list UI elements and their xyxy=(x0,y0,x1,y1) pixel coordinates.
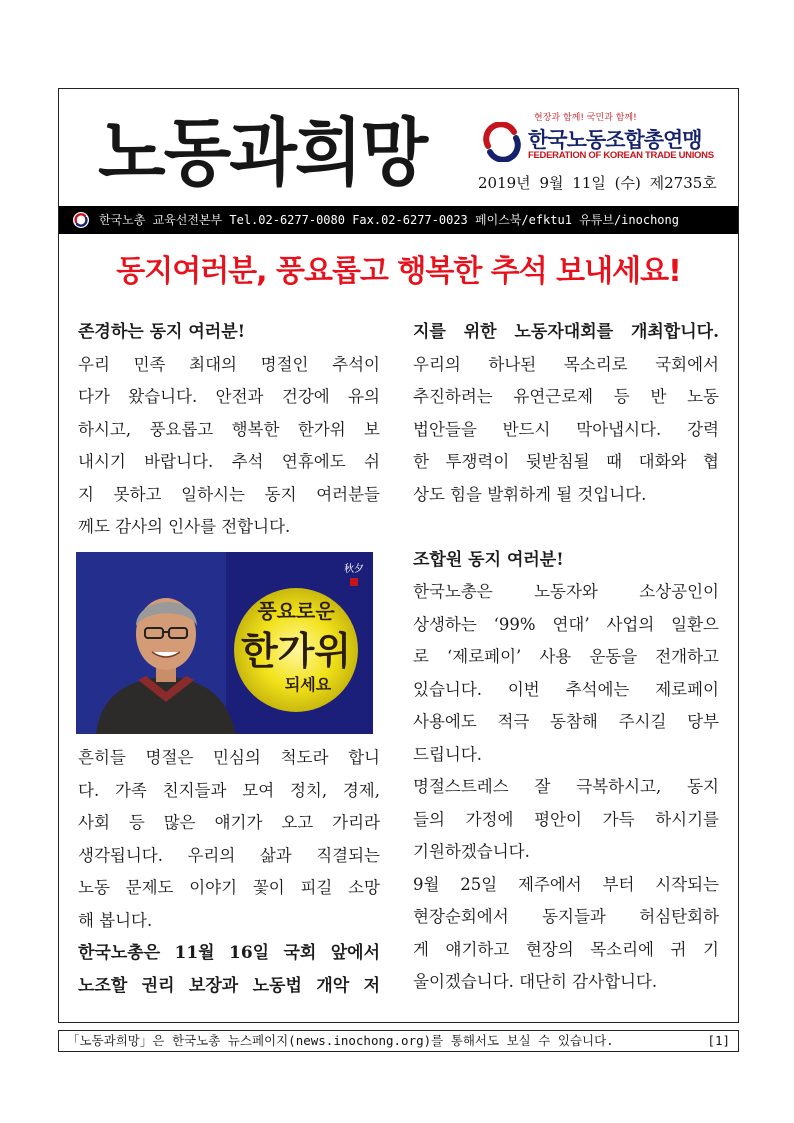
text-line: 로 ‘제로페이’ 사용 운동을 전개하고 xyxy=(413,647,719,666)
text-line: 께도 감사의 인사를 전합니다. xyxy=(78,517,291,536)
text-line: 사회 등 많은 얘기가 오고 가리라 xyxy=(78,813,380,832)
issue-year: 2019년 xyxy=(478,174,531,192)
org-logo xyxy=(478,110,728,170)
text-line: 추진하려는 유연근로제 등 반 노동 xyxy=(413,387,719,406)
left-column-bottom xyxy=(78,742,380,1002)
contact-info-bar xyxy=(59,206,738,234)
org-name-english: FEDERATION OF KOREAN TRADE UNIONS xyxy=(528,150,714,161)
text-line: 9월 25일 제주에서 부터 시작되는 xyxy=(413,874,719,894)
left-column-top xyxy=(78,316,380,544)
calligraphy-bottom: 되세요 xyxy=(284,675,332,694)
fktu-logo-icon xyxy=(482,122,522,162)
text-line: 법안들을 반드시 막아냅시다. 강력 xyxy=(413,419,719,439)
issue-month: 9월 xyxy=(539,174,564,192)
greeting-right: 조합원 동지 여러분! xyxy=(413,549,564,570)
text-line-bold: 지를 위한 노동자대회를 개최합니다. xyxy=(413,322,719,342)
issue-date-line xyxy=(478,172,721,193)
text-line: 들의 가정에 평안이 가득 하시기를 xyxy=(413,809,719,829)
text-line: 상생하는 ‘99% 연대’ 사업의 일환으 xyxy=(413,614,719,634)
text-line: 다가 왔습니다. 안전과 건강에 유의 xyxy=(78,387,380,406)
text-line: 지 못하고 일하시는 동지 여러분들 xyxy=(78,484,380,504)
text-line: 현장순회에서 동지들과 허심탄회하 xyxy=(413,907,719,926)
issue-number: 제2735호 xyxy=(649,174,717,192)
fktu-mini-logo-icon xyxy=(73,212,89,228)
page-number: [1] xyxy=(707,1033,730,1048)
calligraphy-mid: 한가위 xyxy=(240,629,352,673)
org-slogan: 현장과 함께! 국민과 함께! xyxy=(534,113,637,123)
text-line: 내시기 바랍니다. 추석 연휴에도 쉬 xyxy=(78,452,380,471)
text-line: 우리 민족 최대의 명절인 추석이 xyxy=(78,354,380,374)
headline: 동지여러분, 풍요롭고 행복한 추석 보내세요! xyxy=(116,254,681,289)
footer-bar xyxy=(58,1030,739,1052)
text-line: 울이겠습니다. 대단히 감사합니다. xyxy=(413,972,658,991)
text-line: 한 투쟁력이 뒷받침될 때 대화와 협 xyxy=(413,452,719,471)
text-line: 한국노총은 노동자와 소상공인이 xyxy=(413,582,719,601)
chuseok-greeting-photo xyxy=(76,552,373,734)
text-line: 생각됩니다. 우리의 삶과 직결되는 xyxy=(78,845,380,865)
text-line: 다. 가족 친지들과 모여 정치, 경제, xyxy=(78,780,380,800)
text-line: 노동 문제도 이야기 꽃이 피길 소망 xyxy=(78,878,380,897)
text-line: 명절스트레스 잘 극복하시고, 동지 xyxy=(413,777,719,796)
footer-text: 「노동과희망」은 한국노총 뉴스페이지(news.inochong.org)를 통해서도 보실 수 있습니다. xyxy=(67,1033,614,1048)
issue-weekday: (수) xyxy=(614,174,641,192)
text-line: 사용에도 적극 동참해 주시길 당부 xyxy=(413,712,719,731)
spacer-line xyxy=(413,511,719,544)
text-line: 상도 힘을 발휘하게 될 것입니다. xyxy=(413,484,647,504)
right-column xyxy=(413,316,719,999)
masthead-title: 노동과희망 xyxy=(98,109,427,197)
text-line-bold: 노조할 권리 보장과 노동법 개악 저 xyxy=(78,975,380,996)
text-line: 해 봅니다. xyxy=(78,910,153,930)
text-line-bold: 한국노총은 11월 16일 국회 앞에서 xyxy=(78,943,380,963)
org-name-korean: 한국노동조합총연맹 xyxy=(528,128,702,152)
issue-day: 11일 xyxy=(572,174,606,192)
text-line: 흔히들 명절은 민심의 척도라 합니 xyxy=(78,748,380,767)
text-line: 기원하겠습니다. xyxy=(413,842,530,861)
text-line: 게 얘기하고 현장의 목소리에 귀 기 xyxy=(413,939,719,959)
stamp-text: 秋夕 xyxy=(344,564,364,575)
greeting-left: 존경하는 동지 여러분! xyxy=(78,322,246,342)
text-line: 드립니다. xyxy=(413,744,483,764)
text-line: 하시고, 풍요롭고 행복한 한가위 보 xyxy=(78,419,380,439)
text-line: 우리의 하나된 목소리로 국회에서 xyxy=(413,354,719,374)
text-line: 있습니다. 이번 추석에는 제로페이 xyxy=(413,679,719,699)
contact-info-text: 한국노총 교육선전본부 Tel.02-6277-0080 Fax.02-6277-0023 페이스북/efktu1 유튜브/inochong xyxy=(99,213,679,227)
calligraphy-top: 풍요로운 xyxy=(257,599,335,623)
